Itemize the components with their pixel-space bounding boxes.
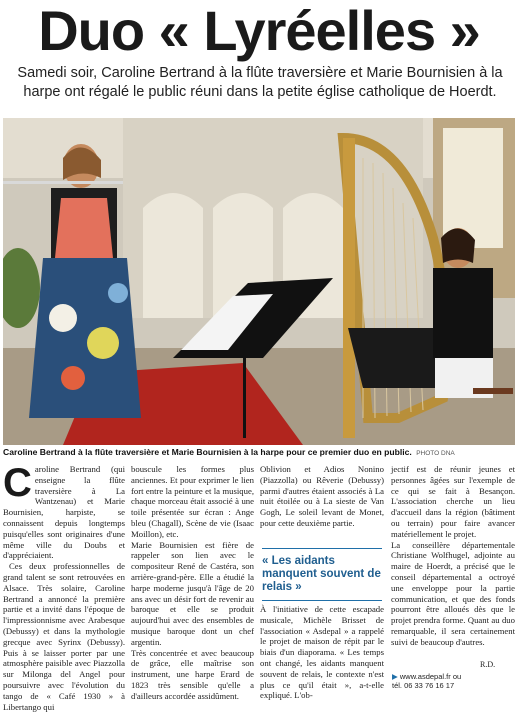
lead-paragraph: aroline Bertrand (qui enseigne la flûte traversière à La Wantzenau) et Marie Bournisien, harpiste, se connaissent depuis longtemps puisqu'elles sont originaires d'une même ville du Doubs et d'appréciaient. <box>3 464 125 561</box>
dropcap: C <box>3 461 32 505</box>
paragraph: Très concentrée et avec beaucoup de grâce, elle maîtrise son instrument, une harpe Erard de 1823 très sensible qu'elle a d'ailleurs accordée assidûment. <box>131 647 254 701</box>
headline: Duo « Lyréelles » <box>38 0 480 62</box>
paragraph: La conseillère départementale Christiane Wolfhugel, adjointe au maire de Hoerdt, a précisé que le conseil départemental a octroyé une enveloppe pour la partie communication, et que des fonds pourront être alloués dès que le projet prendra forme. Quant au duo remarquable, il sera certainement suivi de beaucoup d'autres. <box>391 539 515 647</box>
website-link[interactable]: www.asdepal.fr ou <box>399 672 462 681</box>
photo-caption <box>3 447 515 457</box>
pull-quote <box>262 548 382 601</box>
paragraph: Ces deux professionnelles de grand talent se sont retrouvées en Alsace. Très solaire, Caroline Bertrand a annoncé la première partie et a invité dans l'époque de l'impressionnisme avec Arabesque (Debussy) et dans la mythologie grecque avec Syrinx (Debussy). Puis à se laisser porter par une atmosphère paisible avec Piazzolla sur Milonga del Angel pour poursuivre avec l'évolution du tango de « Café 1930 » à Libertango qui <box>3 561 125 712</box>
column-4 <box>391 464 515 648</box>
column-3 <box>260 464 384 529</box>
phone-number: tél. 06 33 76 16 17 <box>392 681 455 690</box>
paragraph: À l'initiative de cette escapade musicale, Michèle Brisset de l'association « Asdepal » a rappelé le projet de maison de répit par le biais d'un diaporama. « Les temps ont changé, les aidants manquent souvent de relais, le contexte n'est plus ce qu'il était », a-t-elle expliqué. L'ob- <box>260 604 384 701</box>
paragraph: jectif est de réunir jeunes et personnes âgées sur l'exemple de ce qui se fait à Besançon. L'association cherche un lieu d'accueil dans la région (bâtiment ou terrain) pour faire avancer matériellement le projet. <box>391 464 515 539</box>
author-signature: R.D. <box>480 660 496 669</box>
quote-text: « Les aidants manquent souvent de relais » <box>262 555 381 593</box>
concert-photo <box>3 118 515 445</box>
chapo: Samedi soir, Caroline Bertrand à la flûte traversière et Marie Bournisien à la harpe ont régalé le public réuni dans la petite église catholique de Hoerdt. <box>17 65 503 100</box>
column-1 <box>3 461 125 712</box>
triangle-icon: ▶ <box>392 672 398 681</box>
column-2 <box>131 464 254 702</box>
paragraph: Oblivion et Adios Nonino (Piazzolla) ou Rêverie (Debussy) parmi d'autres étaient associés à La nuit étoilée ou à La sieste de Van Gogh, Le soleil levant de Monet, pour cette deuxième partie. <box>260 464 384 528</box>
caption-text: Caroline Bertrand à la flûte traversière et Marie Bournisien à la harpe pour ce premier duo en public. <box>3 447 412 457</box>
contact-info <box>392 672 461 690</box>
photo-credit: PHOTO DNA <box>416 450 455 457</box>
column-3-continued <box>260 604 384 701</box>
paragraph: Marie Bournisien est fière de rappeler son lien avec le compositeur René de Castéra, son arrière-grand-père. Elle a étudié la harpe moderne jusqu'à l'âge de 20 ans avec un désir fort de revenir au baroque et elle se produit aujourd'hui avec des ensembles de musique baroque dont un chef argentin. <box>131 539 254 647</box>
paragraph: bouscule les formes plus anciennes. Et pour exprimer le lien fort entre la peinture et la musique, chaque morceau était associé à une toile présentée sur écran : Ange bleu (Chagall), Scène de vie (Isaac Moillon), etc. <box>131 464 254 539</box>
